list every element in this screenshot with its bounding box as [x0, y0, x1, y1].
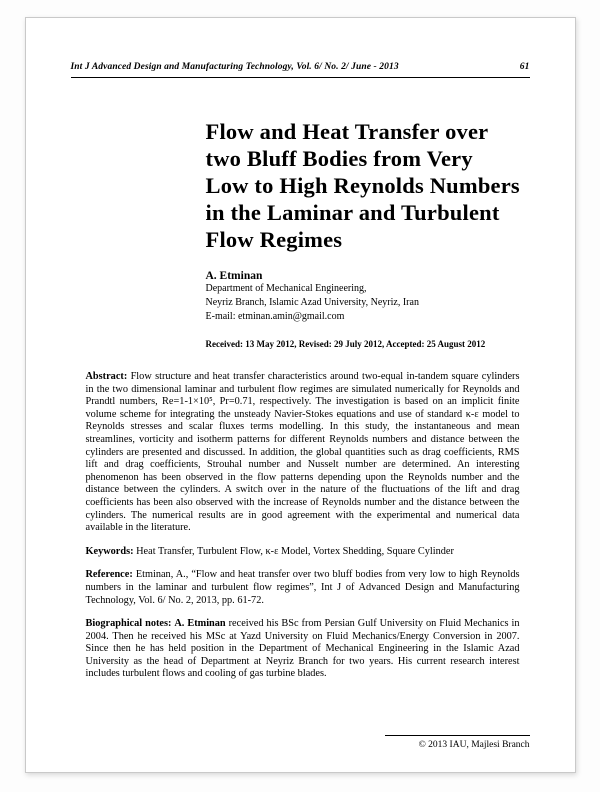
- author-department: Department of Mechanical Engineering,: [205, 283, 367, 294]
- author-name: A. Etminan: [205, 270, 263, 282]
- bio-paragraph: [86, 618, 520, 681]
- bio-text: received his BSc from Persian Gulf University on Fluid Mechanics in 2004. Then he received his MSc at Yazd University on Fluid Mechanics/Energy Conversion in 2007. Since then he has held position in the Department of Mechanical Engineering in the Islamic Azad University as the head of Department at Neyriz Branch for two years. His current research interest includes turbulent flows and cooling of gas turbine blades.: [85, 618, 520, 680]
- abstract-paragraph: [86, 371, 520, 535]
- page-number: 61: [519, 62, 530, 72]
- bio-label: Biographical notes:: [85, 618, 172, 630]
- author-email: E-mail: etminan.amin@gmail.com: [205, 311, 345, 322]
- page-footer: [385, 735, 530, 750]
- copyright-text: © 2013 IAU, Majlesi Branch: [418, 740, 530, 750]
- reference-paragraph: [86, 569, 520, 607]
- reference-label: Reference:: [85, 569, 133, 581]
- keywords-label: Keywords:: [85, 545, 134, 557]
- journal-header: [71, 62, 530, 72]
- keywords-text: Heat Transfer, Turbulent Flow, κ-ε Model, Vortex Shedding, Square Cylinder: [136, 545, 454, 557]
- abstract-label: Abstract:: [85, 371, 128, 382]
- paper-title: Flow and Heat Transfer over two Bluff Bodies from Very Low to High Reynolds Numbers in the Laminar and Turbulent Flow Regimes: [205, 119, 520, 252]
- author-affiliation: Neyriz Branch, Islamic Azad University, Neyriz, Iran: [205, 297, 419, 308]
- header-rule: [71, 77, 530, 78]
- front-matter: [86, 371, 520, 681]
- journal-title: Int J Advanced Design and Manufacturing Technology, Vol. 6/ No. 2/ June - 2013: [70, 62, 399, 72]
- keywords-paragraph: [86, 546, 520, 559]
- dates-line: Received: 13 May 2012, Revised: 29 July 2012, Accepted: 25 August 2012: [205, 339, 486, 349]
- bio-author-name: A. Etminan: [174, 618, 226, 630]
- abstract-text: Flow structure and heat transfer characteristics around two-equal in-tandem square cylinders in the two dimensional laminar and turbulent flow regimes are simulated numerically for Reynolds and Prandtl numbers, Re=1-1×10⁵, Pr=0.71, respectively. The investigation is based on an implicit finite volume scheme for integrating the unsteady Navier-Stokes equations and use of standard κ-ε model to Reynolds stresses and scalar fluxes terms modelling. In this study, the instantaneous and mean streamlines, vorticity and isotherm patterns for different Reynolds numbers and distance between the cylinders are presented and discussed. In addition, the global quantities such as drag coefficients, RMS lift and drag coefficients, Strouhal number and Nusselt number are determined. An interesting phenomenon has been observed in the flow patterns depending upon the Reynolds number and the distance between the cylinders. A switch over in the nature of the fluctuations of the lift and drag coefficients has been also observed with the increase of Reynolds number and the distance between the cylinders. The numerical results are in good agreement with the experimental and numerical data available in the literature.: [85, 371, 520, 534]
- paper-page: [25, 17, 576, 773]
- title-block: [206, 118, 522, 349]
- reference-text: Etminan, A., “Flow and heat transfer over two bluff bodies from very low to high Reynolds numbers in the laminar and turbulent flow regimes”, Int J of Advanced Design and Manufacturing Technology, Vol. 6/ No. 2, 2013, pp. 61-72.: [85, 569, 520, 606]
